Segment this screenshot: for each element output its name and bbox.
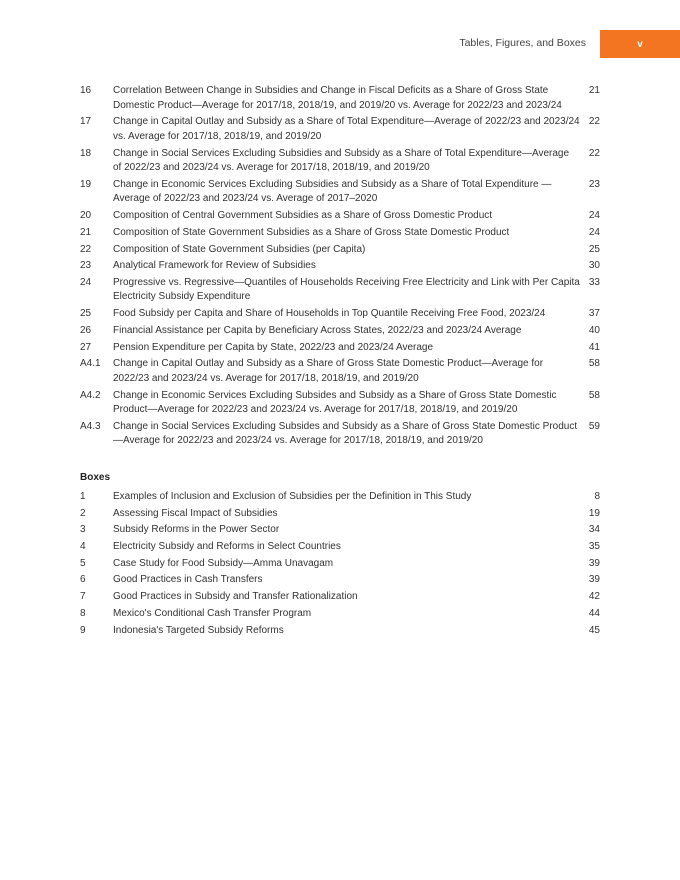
entry-number: 20 [80,210,92,222]
entry-title: Change in Capital Outlay and Subsidy as a Share of Gross State Domestic Product—Average for 2022/23 and 2023/24 vs. Average for 2017/18, 2018/19, and 2019/20 [113,358,544,384]
figure-entry[interactable] [80,324,600,339]
entry-title: Financial Assistance per Capita by Beneficiary Across States, 2022/23 and 2023/24 Average [113,324,522,336]
figure-entry[interactable] [80,84,600,113]
entry-number: 19 [80,178,92,190]
entry-page: 8 [594,491,600,502]
box-entry[interactable] [80,607,600,622]
entry-page: 22 [588,116,600,128]
entry-page: 30 [588,260,600,272]
entry-title: Pension Expenditure per Capita by State, 2022/23 and 2023/24 Average [113,341,434,353]
entry-page: 39 [588,574,600,586]
figure-entry[interactable] [80,389,600,418]
entry-title: Indonesia's Targeted Subsidy Reforms [113,624,284,636]
entry-page: 33 [588,276,600,288]
entry-page: 34 [588,524,600,536]
entry-title: Subsidy Reforms in the Power Sector [113,524,280,536]
entry-page: 22 [588,147,600,159]
entry-page: 24 [588,210,600,222]
entry-page: 59 [588,420,600,432]
entry-title: Composition of State Government Subsidies (per Capita) [113,243,366,255]
box-entry[interactable] [80,540,600,555]
entry-title: Change in Social Services Excluding Subsidies and Subsidy as a Share of Total Expenditure—Average of 2022/23 and 2023/24 vs. Average for 2017/18, 2018/19, and 2019/20 [113,147,570,174]
figure-entry[interactable] [80,147,600,176]
figure-entry[interactable] [80,115,600,144]
box-entry[interactable] [80,523,600,538]
entry-title: Case Study for Food Subsidy—Amma Unavagam [113,557,334,569]
entry-number: A4.2 [80,389,101,401]
entry-page: 58 [588,358,600,370]
entry-title: Food Subsidy per Capita and Share of Households in Top Quantile Receiving Free Food, 2023/24 [113,308,546,320]
figure-entry[interactable] [80,259,600,274]
entry-number: A4.3 [80,420,101,432]
entry-page: 25 [588,243,600,255]
figure-entry[interactable] [80,357,600,386]
entry-title: Change in Capital Outlay and Subsidy as a Share of Total Expenditure—Average of 2022/23 and 2023/24 vs. Average for 2017/18, 2018/19, and 2019/20 [113,116,580,142]
entry-page: 35 [588,541,600,553]
entry-number: 3 [80,524,86,536]
entry-title: Change in Economic Services Excluding Subsides and Subsidy as a Share of Gross State Domestic Product—Average for 2022/23 and 2023/24 vs. Average for 2017/18, 2018/19, and 2019/20 [113,389,557,416]
entry-title: Electricity Subsidy and Reforms in Select Countries [113,541,341,553]
entry-title: Examples of Inclusion and Exclusion of Subsidies per the Definition in This Study [113,491,472,502]
entry-title: Assessing Fiscal Impact of Subsidies [113,507,278,519]
entry-page: 58 [588,389,600,401]
entry-number: 25 [80,308,92,320]
entry-number: 22 [80,243,92,255]
entry-number: 16 [80,85,92,96]
entry-page: 45 [588,624,600,636]
figure-entry[interactable] [80,276,600,305]
entry-title: Mexico's Conditional Cash Transfer Program [113,607,312,619]
entry-page: 39 [588,557,600,569]
box-entry[interactable] [80,590,600,605]
page-number-tab: v [600,30,680,58]
figures-list [80,84,600,451]
box-entry[interactable] [80,557,600,572]
entry-number: 8 [80,607,86,619]
entry-title: Progressive vs. Regressive—Quantiles of Households Receiving Free Electricity and Link with Per Capita Electricity Subsidy Expenditure [113,276,580,303]
entry-title: Change in Social Services Excluding Subsides and Subsidy as a Share of Gross State Domestic Product —Average for 2022/23 and 2023/24 vs. Average for 2017/18, 2018/19, and 2019/20 [113,420,578,447]
figure-entry[interactable] [80,226,600,241]
entry-title: Composition of Central Government Subsidies as a Share of Gross Domestic Product [113,210,493,222]
entry-number: 26 [80,324,92,336]
entry-number: 5 [80,557,86,569]
box-entry[interactable] [80,490,600,505]
box-entry[interactable] [80,573,600,588]
entry-page: 40 [588,324,600,336]
box-entry[interactable] [80,507,600,522]
figure-entry[interactable] [80,243,600,258]
entry-page: 23 [588,178,600,190]
entry-number: 1 [80,491,86,502]
boxes-heading: Boxes [80,472,111,483]
entry-page: 42 [588,591,600,603]
entry-number: 4 [80,541,86,553]
entry-page: 21 [588,85,600,96]
entry-title: Analytical Framework for Review of Subsidies [113,260,316,272]
entry-number: 2 [80,507,86,519]
entry-number: 21 [80,226,92,238]
entry-title: Good Practices in Subsidy and Transfer Rationalization [113,591,358,603]
entry-title: Good Practices in Cash Transfers [113,574,263,586]
entry-number: 23 [80,260,92,272]
entry-title: Composition of State Government Subsidies as a Share of Gross State Domestic Product [113,226,510,238]
running-header: Tables, Figures, and Boxes [459,37,586,49]
entry-number: 7 [80,591,86,603]
entry-page: 44 [588,607,600,619]
figure-entry[interactable] [80,178,600,207]
box-entry[interactable] [80,624,600,639]
entry-page: 19 [588,507,600,519]
figure-entry[interactable] [80,341,600,356]
entry-title: Change in Economic Services Excluding Subsidies and Subsidy as a Share of Total Expenditure —Average of 2022/23 and 2023/24 vs. Average of 2017–2020 [113,178,552,205]
entry-number: A4.1 [80,358,101,370]
boxes-list [80,490,600,640]
figure-entry[interactable] [80,307,600,322]
entry-number: 9 [80,624,86,636]
entry-number: 27 [80,341,92,353]
entry-page: 37 [588,308,600,320]
figure-entry[interactable] [80,420,600,449]
entry-number: 17 [80,116,92,128]
entry-title: Correlation Between Change in Subsidies and Change in Fiscal Deficits as a Share of Gross State Domestic Product—Average for 2017/18, 2018/19, and 2019/20 vs. Average for 2022/23 and 2023/24 [113,85,562,111]
entry-page: 41 [588,341,600,353]
entry-page: 24 [588,226,600,238]
figure-entry[interactable] [80,209,600,224]
entry-number: 24 [80,276,92,288]
entry-number: 18 [80,147,92,159]
entry-number: 6 [80,574,86,586]
